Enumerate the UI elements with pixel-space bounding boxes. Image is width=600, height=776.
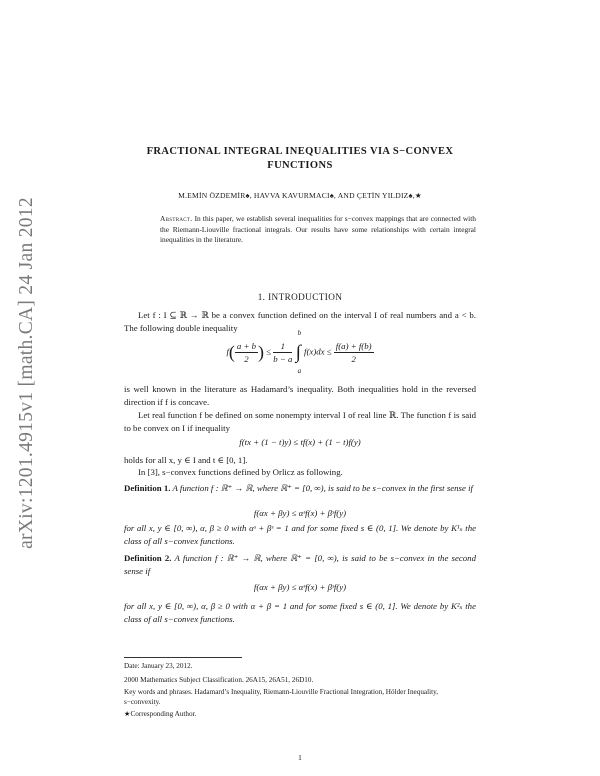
paper-title bbox=[124, 145, 476, 173]
section-heading: 1. INTRODUCTION bbox=[257, 292, 343, 302]
title-line-1: FRACTIONAL INTEGRAL INEQUALITIES VIA S−CONVEX bbox=[146, 146, 454, 157]
equation-s-convex-first-sense: f(αx + βy) ≤ αˢf(x) + βˢf(y) bbox=[253, 508, 347, 518]
paragraph-holds: holds for all x, y ∈ I and t ∈ [0, 1]. bbox=[124, 455, 248, 465]
fraction-average bbox=[273, 340, 292, 365]
page-number: 1 bbox=[298, 753, 302, 762]
equation-s-convex-second-sense: f(αx + βy) ≤ αˢf(x) + βˢf(y) bbox=[253, 582, 347, 592]
fraction-endpoints-denominator: 2 bbox=[351, 354, 356, 364]
abstract-text: In this paper, we establish several inequalities for s−convex mappings that are connected with the Riemann-Liouville fractional integrals. Our results have some relationships with certain integral inequalities in the literature. bbox=[160, 214, 476, 245]
hadamard-le-2: ≤ bbox=[326, 346, 332, 357]
footnote-divider bbox=[124, 657, 242, 658]
hadamard-le-1: ≤ bbox=[266, 346, 272, 357]
footnote-corresponding-author: ★Corresponding Author. bbox=[124, 710, 197, 718]
fraction-midpoint bbox=[235, 340, 258, 365]
fraction-endpoints bbox=[334, 340, 374, 365]
definition-1-conditions: for all x, y ∈ [0, ∞), α, β ≥ 0 with αˢ + βˢ = 1 and for some fixed s ∈ (0, 1]. We denote by K¹ₛ the class of all s−convex functions. bbox=[124, 523, 476, 546]
integrand: f(x)dx bbox=[304, 346, 325, 357]
fraction-average-numerator: 1 bbox=[273, 340, 292, 353]
definition-2-text: A function f : ℝ⁺ → ℝ, where ℝ⁺ = [0, ∞), is said to be s−convex in the second sense if bbox=[124, 553, 476, 576]
paragraph-convex-definition: Let real function f be defined on some nonempty interval I of real line ℝ. The function f is said to be convex on I if inequality bbox=[124, 410, 476, 433]
definition-2-label: Definition 2. bbox=[124, 553, 172, 563]
definition-1-text: A function f : ℝ⁺ → ℝ, where ℝ⁺ = [0, ∞), is said to be s−convex in the first sense if bbox=[172, 483, 473, 493]
paragraph-orlicz: In [3], s−convex functions defined by Orlicz as following. bbox=[138, 467, 343, 477]
paragraph-hadamard: is well known in the literature as Hadamard’s inequality. Both inequalities hold in the reversed direction if f is concave. bbox=[124, 384, 476, 407]
equation-convexity: f(tx + (1 − t)y) ≤ tf(x) + (1 − t)f(y) bbox=[239, 437, 361, 447]
definition-1 bbox=[124, 482, 476, 495]
integral-upper-bound: b bbox=[297, 328, 302, 337]
integral-sign: ∫ b a bbox=[295, 328, 302, 375]
definition-2 bbox=[124, 552, 476, 577]
hadamard-f: f bbox=[226, 346, 229, 357]
abstract-label: Abstract. bbox=[160, 214, 193, 223]
definition-2-conditions: for all x, y ∈ [0, ∞), α, β ≥ 0 with α + β = 1 and for some fixed s ∈ (0, 1]. We denote by K²ₛ the class of all s−convex functions. bbox=[124, 601, 476, 624]
arxiv-sidebar-stamp bbox=[12, 178, 42, 568]
paragraph-convex-intro: Let f : I ⊆ ℝ → ℝ be a convex function defined on the interval I of real numbers and a < b. The following double inequality bbox=[124, 310, 476, 333]
author-list: M.EMİN ÖZDEMİR♠, HAVVA KAVURMACI♠, AND ÇETİN YILDIZ♠,★ bbox=[178, 191, 422, 200]
title-line-2: FUNCTIONS bbox=[267, 160, 333, 171]
fraction-average-denominator: b − a bbox=[273, 354, 293, 364]
arxiv-identifier: arXiv:1201.4915v1 [math.CA] 24 Jan 2012 bbox=[16, 197, 37, 549]
footnote-date: Date: January 23, 2012. bbox=[124, 662, 193, 670]
fraction-midpoint-denominator: 2 bbox=[244, 354, 249, 364]
integral-lower-bound: a bbox=[297, 366, 302, 375]
footnote-msc: 2000 Mathematics Subject Classification. 26A15, 26A51, 26D10. bbox=[124, 676, 314, 684]
footnote-keywords: Key words and phrases. Hadamard’s Inequality, Riemann-Liouville Fractional Integration, Hölder Inequality, s−convexity. bbox=[124, 688, 439, 706]
abstract bbox=[160, 214, 476, 246]
definition-1-label: Definition 1. bbox=[124, 483, 171, 493]
equation-hadamard: f( $\frac{a + b}{2}$ ) ≤ $\frac{1}{b - a}$ ∫ b a f(x)dx ≤ $\frac{f(a) + f(b)}{2}$ bbox=[226, 328, 372, 375]
fraction-midpoint-numerator: a + b bbox=[236, 341, 257, 351]
fraction-endpoints-numerator: f(a) + f(b) bbox=[335, 341, 372, 351]
